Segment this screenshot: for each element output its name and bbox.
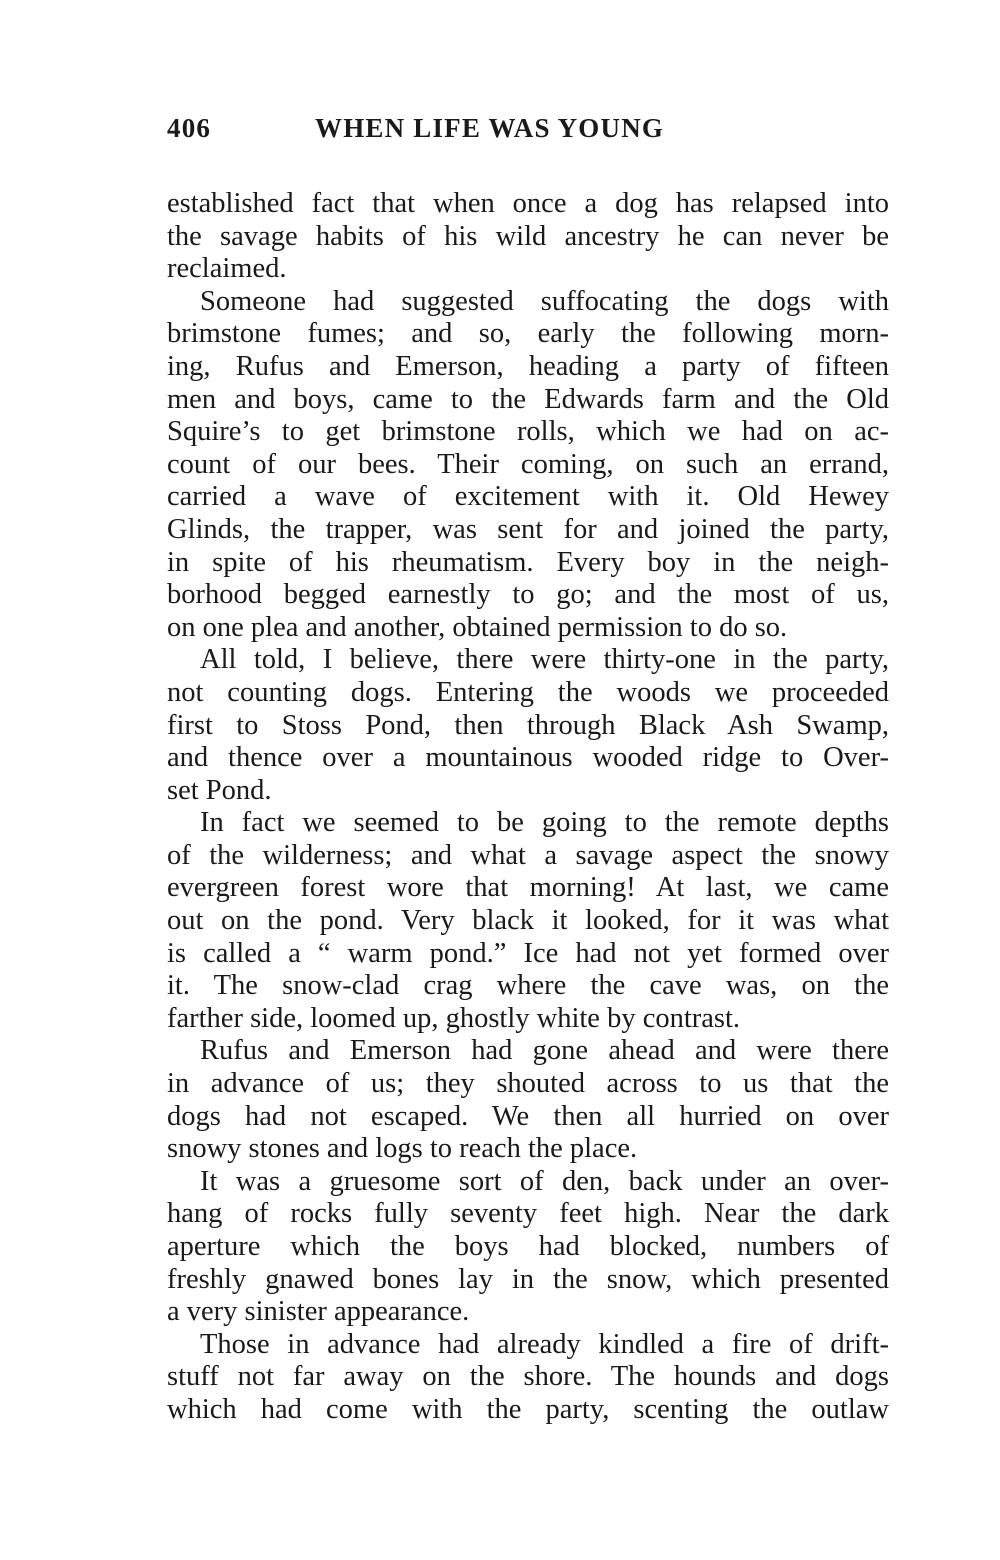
text-line: men and boys, came to the Edwards farm and the Old [167, 383, 889, 415]
text-line: Squire’s to get brimstone rolls, which we had on ac- [167, 416, 889, 448]
text-line: reclaimed. [167, 253, 287, 285]
text-line: the savage habits of his wild ancestry he can never be [167, 220, 889, 252]
text-line: established fact that when once a dog has relapsed into [167, 188, 889, 219]
text-line: snowy stones and logs to reach the place. [167, 1133, 638, 1165]
text-line: farther side, loomed up, ghostly white by contrast. [167, 1002, 741, 1034]
text-line: dogs had not escaped. We then all hurried on over [167, 1100, 889, 1132]
body-text [167, 188, 889, 1427]
text-line: a very sinister appearance. [167, 1296, 470, 1328]
text-line: set Pond. [167, 774, 272, 806]
text-line: It was a gruesome sort of den, back under an over- [200, 1165, 889, 1197]
text-line: freshly gnawed bones lay in the snow, which presented [167, 1263, 889, 1295]
text-line: not counting dogs. Entering the woods we proceeded [167, 676, 889, 708]
page-number: 406 [167, 113, 212, 143]
text-line: Glinds, the trapper, was sent for and joined the party, [167, 513, 889, 545]
running-head [167, 113, 767, 153]
text-line: Those in advance had already kindled a fire of drift- [200, 1328, 889, 1360]
text-line: on one plea and another, obtained permission to do so. [167, 611, 788, 643]
text-line: it. The snow-clad crag where the cave was, on the [167, 970, 889, 1002]
text-line: borhood begged earnestly to go; and the most of us, [167, 579, 889, 611]
text-line: In fact we seemed to be going to the remote depths [200, 807, 889, 839]
text-line: ing, Rufus and Emerson, heading a party of fifteen [167, 350, 889, 382]
text-line: of the wilderness; and what a savage aspect the snowy [167, 839, 889, 871]
text-line: evergreen forest wore that morning! At last, we came [167, 872, 889, 904]
text-line: Rufus and Emerson had gone ahead and were there [200, 1035, 889, 1067]
text-line: in spite of his rheumatism. Every boy in the neigh- [167, 546, 889, 578]
text-line: and thence over a mountainous wooded ridge to Over- [167, 742, 889, 774]
text-line: which had come with the party, scenting the outlaw [167, 1393, 889, 1425]
text-line: aperture which the boys had blocked, numbers of [167, 1231, 889, 1262]
text-line: Someone had suggested suffocating the dogs with [200, 285, 889, 317]
text-line: out on the pond. Very black it looked, for it was what [167, 905, 889, 937]
text-line: in advance of us; they shouted across to us that the [167, 1068, 889, 1100]
text-line: hang of rocks fully seventy feet high. Near the dark [167, 1198, 889, 1230]
book-title: WHEN LIFE WAS YOUNG [315, 113, 665, 143]
text-line: count of our bees. Their coming, on such an errand, [167, 448, 889, 480]
text-line: carried a wave of excitement with it. Old Hewey [167, 481, 889, 513]
text-line: stuff not far away on the shore. The hounds and dogs [167, 1361, 889, 1393]
text-line: is called a “ warm pond.” Ice had not yet formed over [167, 937, 889, 969]
text-line: brimstone fumes; and so, early the following morn- [167, 318, 889, 350]
text-line: first to Stoss Pond, then through Black Ash Swamp, [167, 709, 889, 741]
text-line: All told, I believe, there were thirty-one in the party, [200, 644, 889, 676]
